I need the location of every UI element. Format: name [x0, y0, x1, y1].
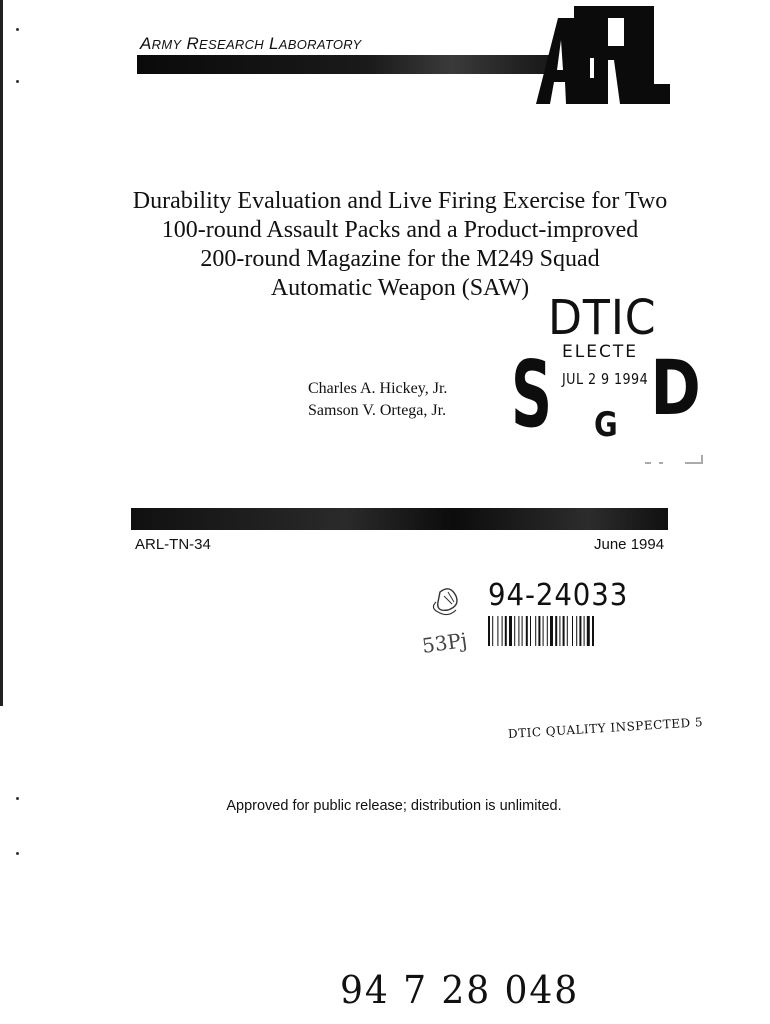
report-date: June 1994 — [594, 536, 665, 553]
author-name: Charles A. Hickey, Jr. — [308, 380, 448, 397]
dtic-stamp-date: JUL 2 9 1994 — [562, 370, 649, 388]
stamp-corner-marks — [645, 455, 705, 467]
barcode-bar — [587, 616, 590, 646]
barcode-bar — [584, 616, 585, 646]
handwritten-annotation — [418, 582, 500, 658]
arl-logo — [528, 4, 670, 104]
dtic-stamp-letter-s — [508, 342, 556, 438]
distribution-statement: Approved for public release; distribution is unlimited. — [226, 798, 562, 814]
report-number: ARL-TN-34 — [135, 536, 211, 553]
barcode-bar — [592, 616, 594, 646]
barcode-bar — [526, 616, 528, 646]
bottom-control-number: 94 7 28 048 — [340, 968, 580, 1012]
barcode-bar — [538, 616, 540, 646]
barcode-bar — [514, 616, 515, 646]
accession-number: 94-24033 — [488, 578, 629, 613]
barcode-bar — [576, 616, 577, 646]
document-title — [110, 187, 690, 303]
title-line: 200-round Magazine for the M249 Squad — [200, 246, 600, 272]
barcode-bar — [543, 616, 544, 646]
laboratory-name: ARMY RESEARCH LABORATORY — [140, 34, 362, 53]
scan-dot — [16, 80, 19, 83]
barcode-bar — [505, 616, 507, 646]
barcode-bar — [563, 616, 565, 646]
barcode-bar — [522, 616, 523, 646]
barcode-bar — [572, 616, 573, 646]
authors-block — [308, 378, 447, 422]
barcode-bar — [567, 616, 568, 646]
header-rule-bar — [137, 55, 557, 74]
barcode-bar — [530, 616, 531, 646]
dtic-stamp-letter-d — [650, 348, 702, 420]
barcode-bar — [509, 616, 512, 646]
arl-logo-text: ARL — [599, 64, 601, 65]
barcode-bar — [535, 616, 536, 646]
scan-edge-mark — [0, 0, 3, 706]
scan-dot — [16, 28, 19, 31]
dtic-stamp-word: DTIC — [548, 290, 657, 346]
svg-text:53Pj: 53Pj — [420, 627, 469, 658]
svg-text:S: S — [511, 342, 553, 438]
barcode-bar — [502, 616, 503, 646]
barcode-bar — [555, 616, 557, 646]
barcode-bar — [547, 616, 548, 646]
title-line: Durability Evaluation and Live Firing Exercise for Two — [132, 188, 668, 214]
report-rule-bar — [131, 508, 668, 530]
barcode-bar — [518, 616, 519, 646]
title-line: 100-round Assault Packs and a Product-improved — [161, 217, 639, 243]
quality-inspection-note: DTIC QUALITY INSPECTED 5 — [507, 715, 704, 741]
barcode-bar — [550, 616, 553, 646]
dtic-stamp-electe: ELECTE — [562, 342, 638, 362]
barcode-bar — [559, 616, 560, 646]
barcode-bar — [579, 616, 581, 646]
barcode — [480, 616, 622, 646]
scan-dot — [16, 852, 19, 855]
title-line: Automatic Weapon (SAW) — [270, 275, 530, 301]
author-name: Samson V. Ortega, Jr. — [308, 402, 447, 419]
dtic-stamp-letter-g: G — [594, 405, 618, 445]
svg-text:D: D — [650, 348, 701, 420]
